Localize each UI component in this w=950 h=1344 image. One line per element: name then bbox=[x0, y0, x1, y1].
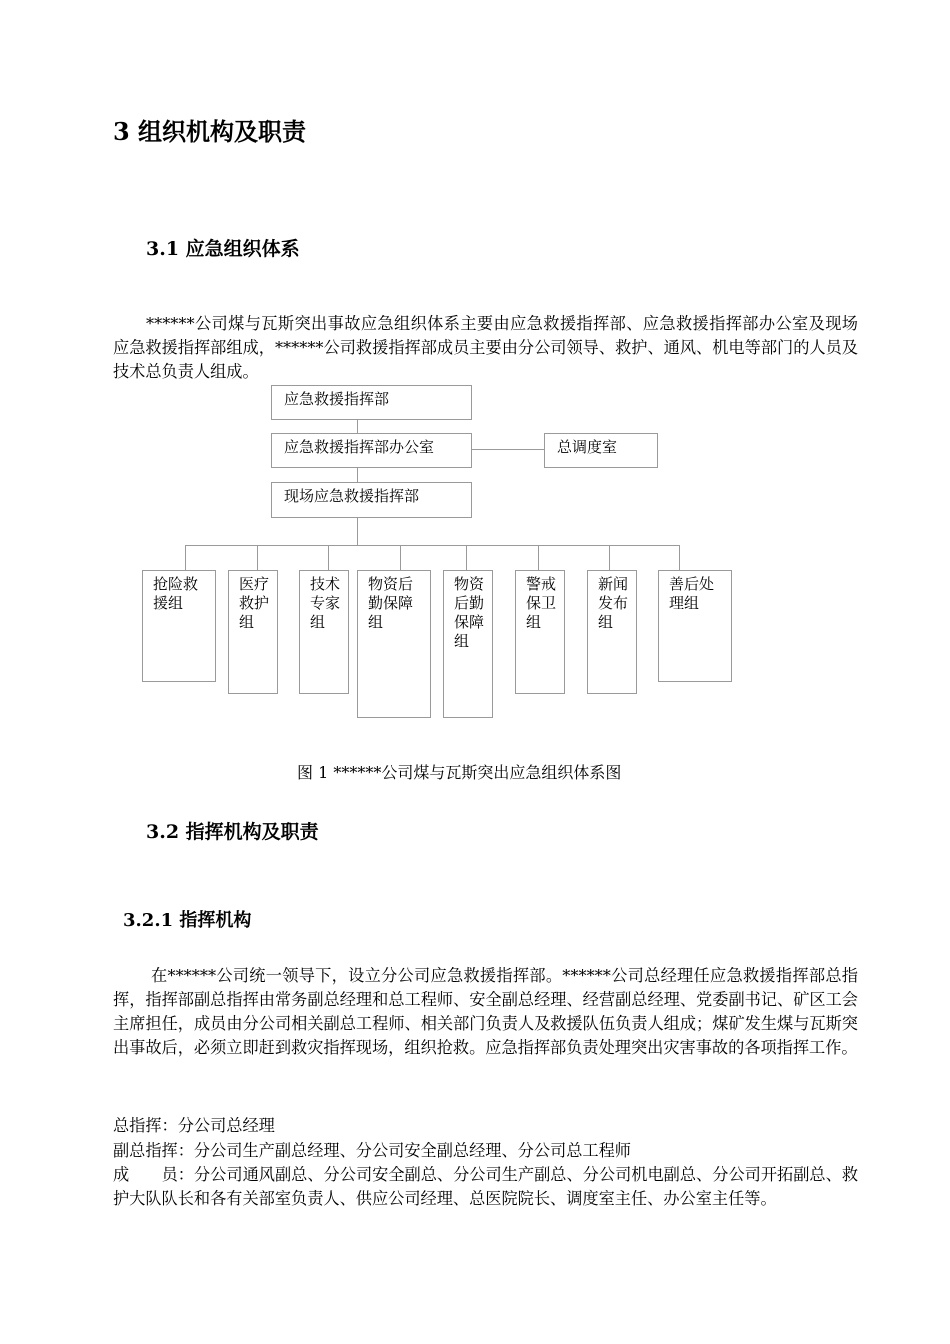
org-group-logistics-a: 物资后勤保障组 bbox=[357, 570, 431, 718]
chapter-heading: 3 组织机构及职责 bbox=[113, 117, 307, 146]
org-box-office: 应急救援指挥部办公室 bbox=[271, 433, 472, 468]
org-group-logistics-b: 物资后勤保障组 bbox=[443, 570, 493, 718]
org-connector bbox=[185, 545, 186, 570]
org-box-dispatch: 总调度室 bbox=[544, 433, 658, 468]
org-box-field-command: 现场应急救援指挥部 bbox=[271, 482, 472, 518]
org-connector bbox=[538, 545, 539, 570]
org-connector bbox=[357, 468, 358, 482]
org-connector bbox=[185, 545, 680, 546]
section-3-2-1-heading: 3.2.1 指挥机构 bbox=[123, 910, 252, 931]
org-connector bbox=[466, 545, 467, 570]
org-connector bbox=[400, 545, 401, 570]
section-3-1-heading: 3.1 应急组织体系 bbox=[146, 238, 300, 260]
org-group-experts: 技术专家组 bbox=[299, 570, 349, 694]
figure-caption: 图 1 ******公司煤与瓦斯突出应急组织体系图 bbox=[297, 763, 622, 782]
org-group-medical: 医疗救护组 bbox=[228, 570, 278, 694]
section-3-2-1-paragraph: 在******公司统一领导下，设立分公司应急救援指挥部。******公司总经理任应急救援指挥部总指挥，指挥部副总指挥由常务副总经理和总工程师、安全副总经理、经营副总经理、党委副书记、矿区工会主席担任，成员由分公司相关副总工程师、相关部门负责人及救援队伍负责人组成；煤矿发生煤与瓦斯突出事故后，必须立即赶到救灾指挥现场，组织抢救。应急指挥部负责处理突出灾害事故的各项指挥工作。 bbox=[113, 966, 858, 1057]
chief-commander-line: 总指挥：分公司总经理 bbox=[113, 1116, 275, 1135]
org-connector bbox=[357, 518, 358, 545]
org-group-rescue: 抢险救援组 bbox=[142, 570, 216, 682]
section-3-1-paragraph: ******公司煤与瓦斯突出事故应急组织体系主要由应急救援指挥部、应急救援指挥部办公室及现场应急救援指挥部组成，******公司救援指挥部成员主要由分公司领导、救护、通风、机电等部门的人员及技术总负责人组成。 bbox=[113, 314, 858, 381]
members-text: 分公司通风副总、分公司安全副总、分公司生产副总、分公司机电副总、分公司开拓副总、救护大队队长和各有关部室负责人、供应公司经理、总医院院长、调度室主任、办公室主任等。 bbox=[113, 1165, 859, 1208]
members-paragraph bbox=[113, 1163, 858, 1211]
org-group-press: 新闻发布组 bbox=[587, 570, 637, 694]
deputy-commander-line: 副总指挥：分公司生产副总经理、分公司安全副总经理、分公司总工程师 bbox=[113, 1141, 631, 1160]
org-connector bbox=[472, 449, 544, 450]
org-connector bbox=[679, 545, 680, 570]
section-3-2-heading: 3.2 指挥机构及职责 bbox=[146, 821, 319, 843]
org-group-security: 警戒保卫组 bbox=[515, 570, 565, 694]
org-group-aftermath: 善后处理组 bbox=[658, 570, 732, 682]
members-label: 成 员： bbox=[113, 1165, 194, 1184]
org-connector bbox=[328, 545, 329, 570]
org-connector bbox=[357, 420, 358, 433]
org-connector bbox=[609, 545, 610, 570]
org-box-command: 应急救援指挥部 bbox=[271, 385, 472, 420]
org-connector bbox=[257, 545, 258, 570]
